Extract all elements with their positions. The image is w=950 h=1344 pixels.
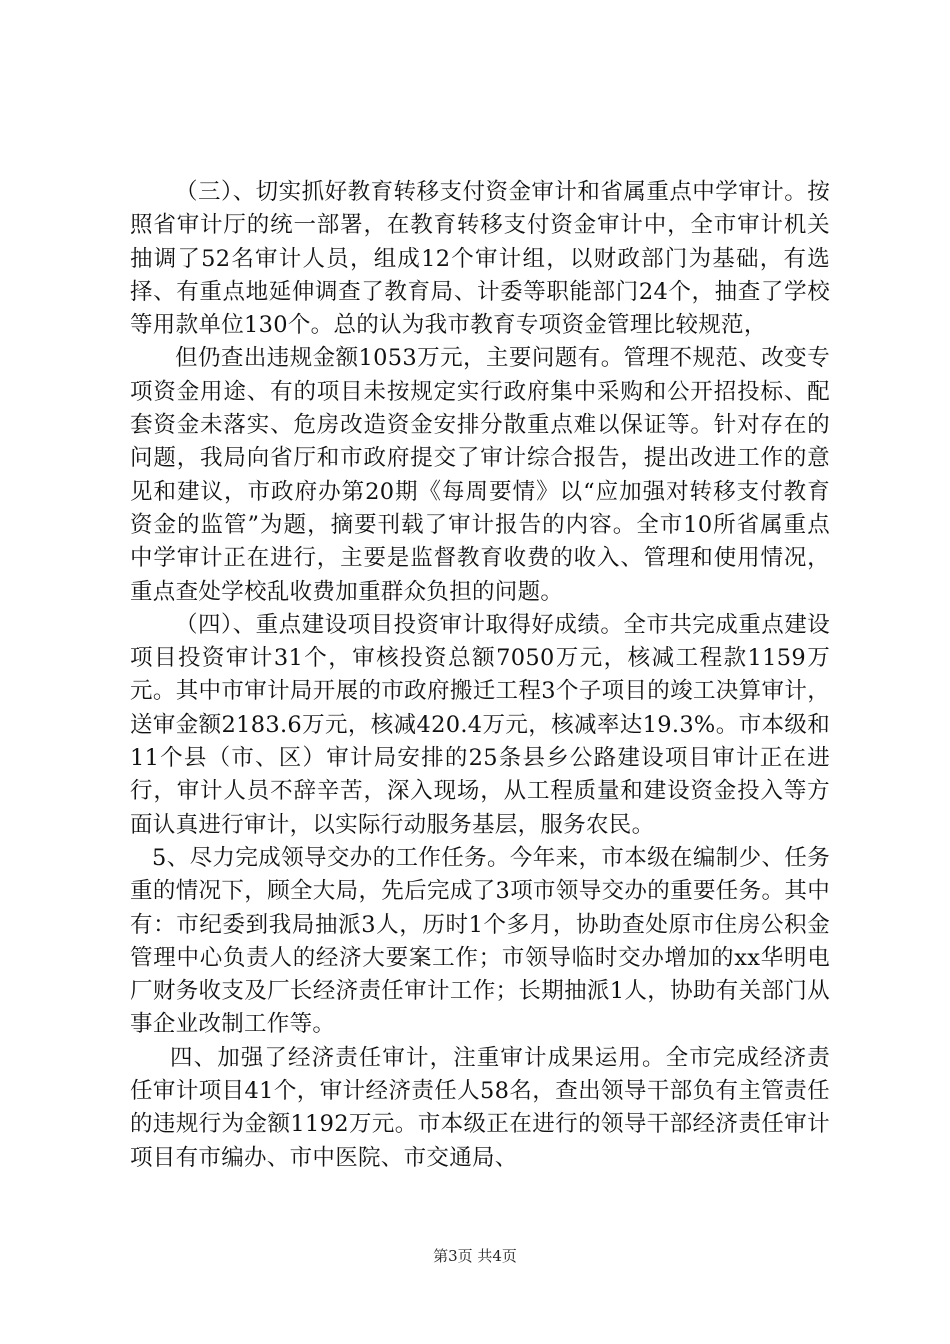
paragraph-investment-audit: （四）、重点建设项目投资审计取得好成绩。全市共完成重点建设项目投资审计31个，审核投资总额7050万元，核减工程款1159万元。其中市审计局开展的市政府搬迁工程3个子项目的竣工决算审计，送审金额2183.6万元，核减420.4万元，核减率达19.3%。市本级和11个县（市、区）审计局安排的25条县乡公路建设项目审计正在进行，审计人员不辞辛苦，深入现场，从工程质量和建设资金投入等方面认真进行审计，以实际行动服务基层，服务农民。 [130, 611, 830, 838]
paragraph-leader-tasks: 5、尽力完成领导交办的工作任务。今年来，市本级在编制少、任务重的情况下，顾全大局，先后完成了3项市领导交办的重要任务。其中有：市纪委到我局抽派3人，历时1个多月，协助查处原市住房公积金管理中心负责人的经济大要案工作；市领导临时交办增加的xx华明电厂财务收支及厂长经济责任审计工作；长期抽派1人，协助有关部门从事企业改制工作等。 [130, 844, 830, 1038]
page-number-label: 第3页 共4页 [433, 1247, 517, 1265]
paragraph-education-audit: （三）、切实抓好教育转移支付资金审计和省属重点中学审计。按照省审计厅的统一部署，在教育转移支付资金审计中，全市审计机关抽调了52名审计人员，组成12个审计组，以财政部门为基础，有选择、有重点地延伸调查了教育局、计委等职能部门24个，抽查了学校等用款单位130个。总的认为我市教育专项资金管理比较规范， [130, 179, 830, 339]
paragraph-economic-responsibility: 四、加强了经济责任审计，注重审计成果运用。全市完成经济责任审计项目41个，审计经济责任人58名，查出领导干部负有主管责任的违规行为金额1192万元。市本级正在进行的领导干部经济责任审计项目有市编办、市中医院、市交通局、 [130, 1044, 830, 1171]
paragraph-violation-findings: 但仍查出违规金额1053万元，主要问题有。管理不规范、改变专项资金用途、有的项目未按规定实行政府集中采购和公开招投标、配套资金未落实、危房改造资金安排分散重点难以保证等。针对存在的问题，我局向省厅和市政府提交了审计综合报告，提出改进工作的意见和建议，市政府办第20期《每周要情》以“应加强对转移支付教育资金的监管”为题，摘要刊载了审计报告的内容。全市10所省属重点中学审计正在进行，主要是监督教育收费的收入、管理和使用情况，重点查处学校乱收费加重群众负担的问题。 [130, 345, 830, 605]
document-body [130, 176, 830, 1175]
page-footer [0, 1246, 950, 1266]
